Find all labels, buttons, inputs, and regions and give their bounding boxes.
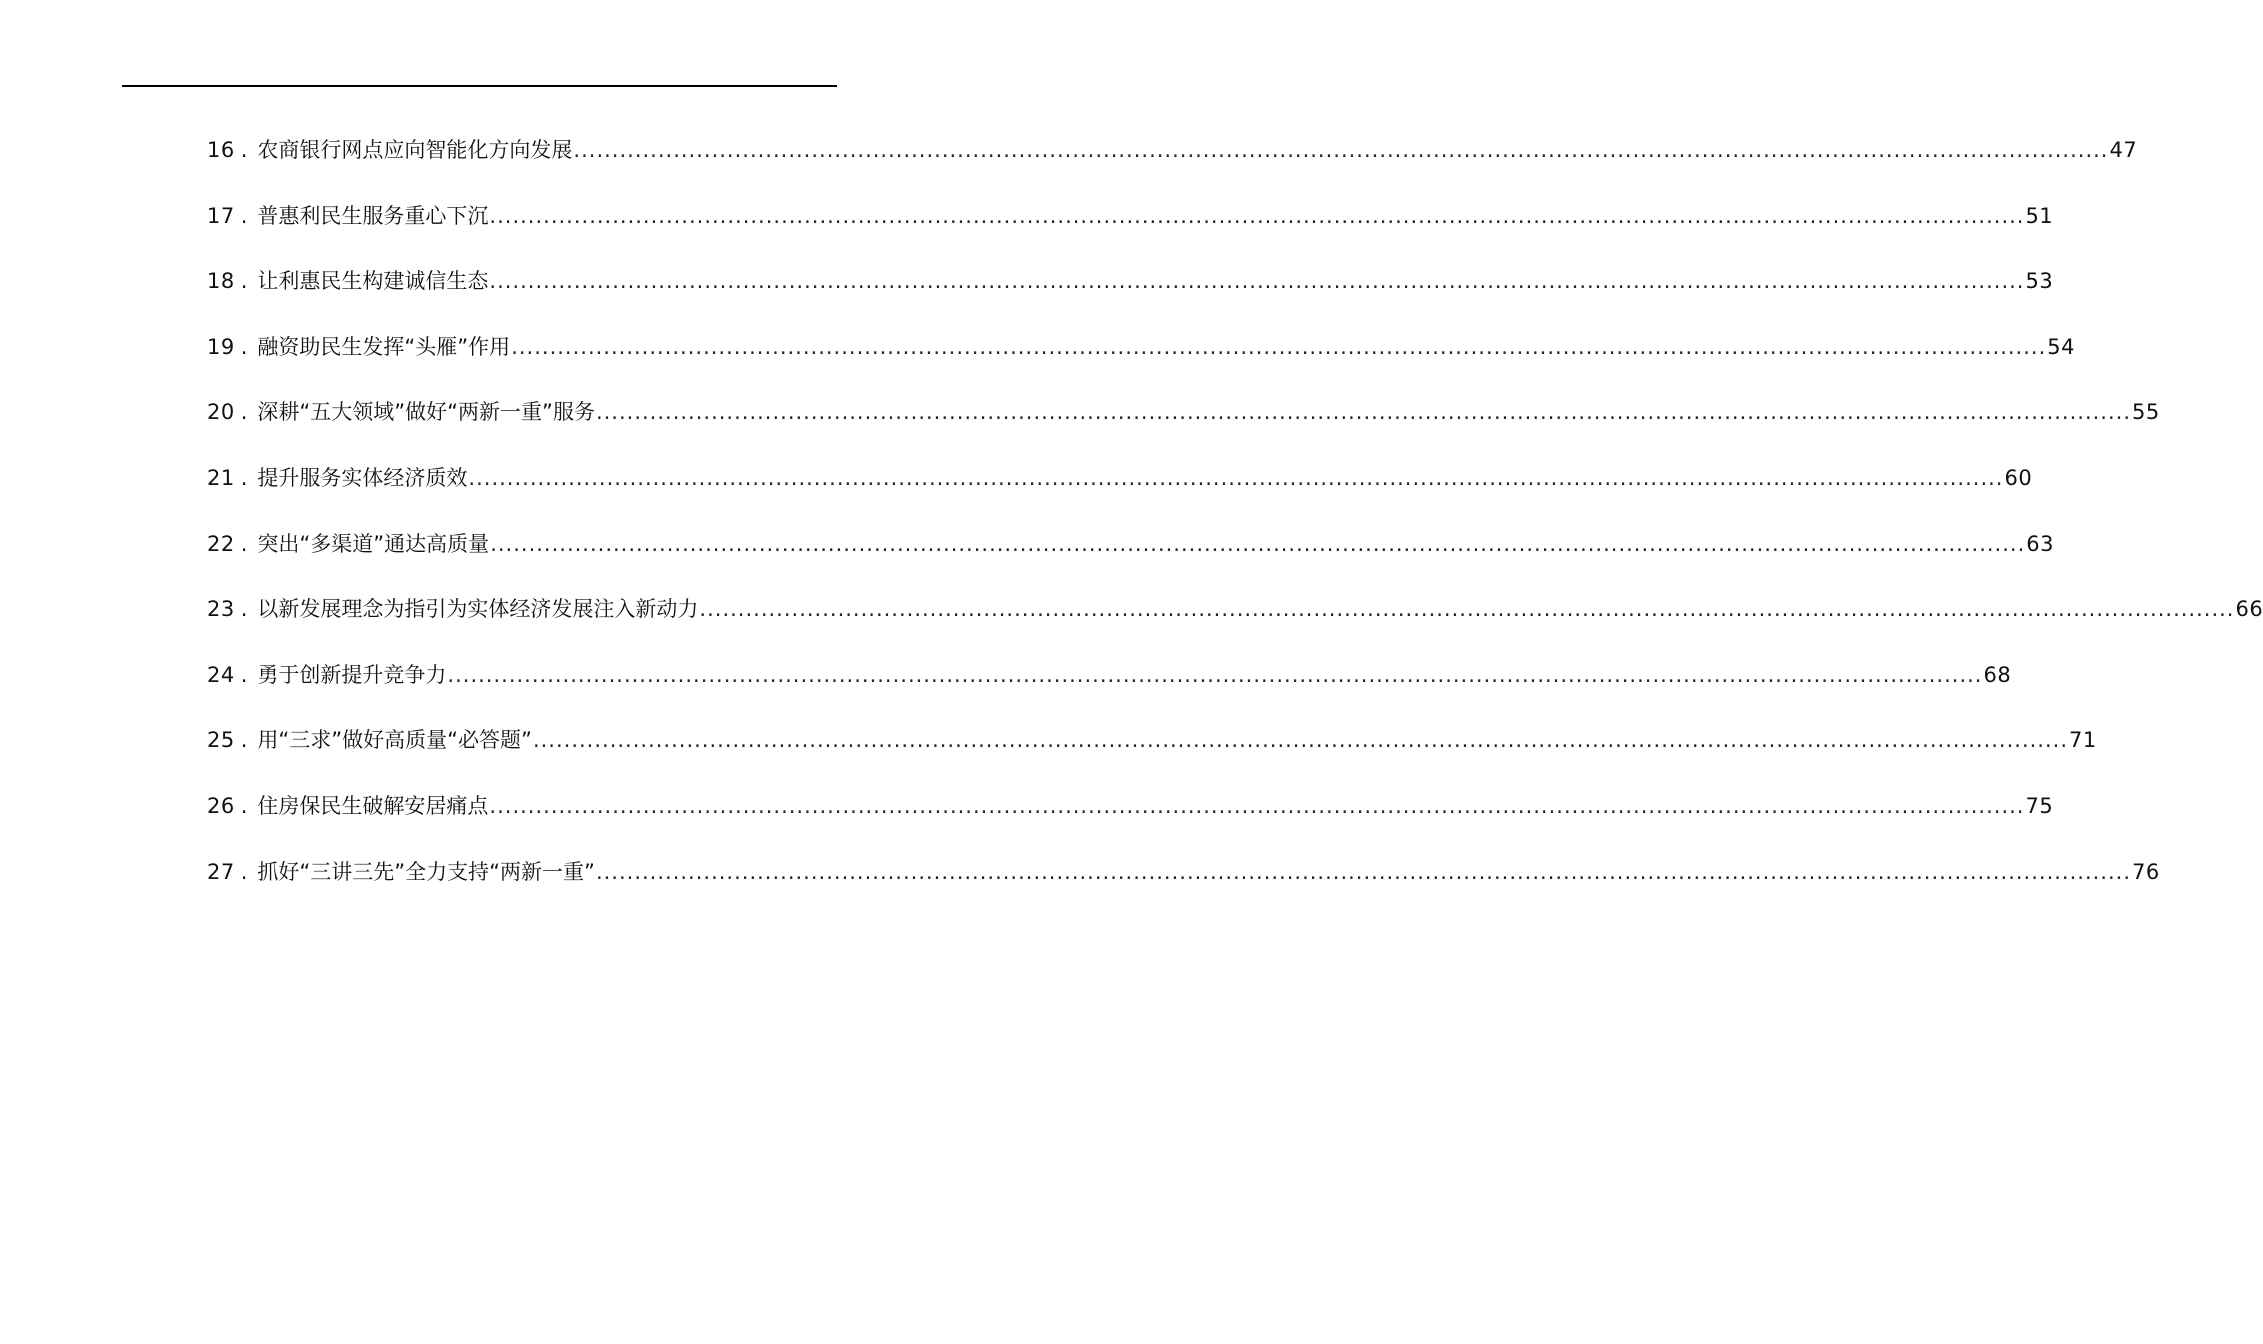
toc-dot-leader: ........................................................................................................................................................................................................	[489, 203, 2025, 228]
toc-entry-title: 以新发展理念为指引为实体经济发展注入新动力	[257, 597, 699, 622]
toc-entry-page: 66	[2235, 597, 2263, 622]
toc-entry-number: 21	[207, 465, 235, 490]
toc-entry-number: 17	[207, 203, 235, 228]
toc-entry-separator: .	[240, 662, 248, 687]
toc-entry-title: 让利惠民生构建诚信生态	[257, 269, 489, 294]
table-of-contents	[207, 130, 2263, 917]
toc-entry[interactable]	[207, 655, 2012, 721]
toc-entry-page: 54	[2047, 334, 2075, 359]
toc-entry-title: 农商银行网点应向智能化方向发展	[257, 138, 573, 162]
toc-entry-number: 25	[207, 728, 235, 753]
toc-entry-separator: .	[240, 597, 248, 622]
toc-entry-page: 47	[2109, 138, 2138, 162]
toc-dot-leader: ........................................................................................................................................................................................................	[699, 597, 2235, 622]
toc-entry[interactable]	[207, 852, 2160, 918]
toc-dot-leader: ........................................................................................................................................................................................................	[489, 793, 2025, 818]
toc-dot-leader: ........................................................................................................................................................................................................	[595, 859, 2132, 884]
toc-entry[interactable]	[207, 720, 2097, 786]
toc-dot-leader: ........................................................................................................................................................................................................	[511, 334, 2047, 359]
toc-entry-page: 71	[2069, 728, 2097, 753]
toc-entry-title: 突出“多渠道”通达高质量	[257, 531, 490, 556]
toc-entry-title: 提升服务实体经济质效	[257, 465, 468, 490]
toc-entry-title: 普惠利民生服务重心下沉	[257, 203, 489, 228]
toc-dot-leader: ........................................................................................................................................................................................................	[573, 138, 2109, 162]
toc-entry-page: 60	[2004, 465, 2033, 490]
toc-entry[interactable]	[207, 458, 2033, 524]
toc-entry[interactable]	[207, 196, 2054, 262]
toc-entry-separator: .	[240, 465, 248, 490]
toc-entry[interactable]	[207, 261, 2054, 327]
toc-entry-separator: .	[240, 793, 248, 818]
toc-entry-title: 用“三求”做好高质量“必答题”	[257, 728, 532, 753]
toc-dot-leader: ........................................................................................................................................................................................................	[595, 400, 2132, 425]
toc-entry[interactable]	[207, 589, 2263, 655]
toc-entry[interactable]	[207, 130, 2138, 196]
header-rule	[122, 85, 837, 87]
toc-entry-separator: .	[240, 400, 248, 425]
toc-entry-number: 16	[207, 138, 235, 162]
toc-entry-separator: .	[240, 334, 248, 359]
toc-dot-leader: ........................................................................................................................................................................................................	[489, 269, 2025, 294]
toc-dot-leader: ........................................................................................................................................................................................................	[490, 531, 2026, 556]
toc-entry-separator: .	[240, 269, 248, 294]
toc-entry-number: 26	[207, 793, 235, 818]
toc-entry-separator: .	[240, 531, 248, 556]
toc-entry-title: 住房保民生破解安居痛点	[257, 793, 489, 818]
toc-entry-page: 55	[2132, 400, 2160, 425]
toc-entry-separator: .	[240, 203, 248, 228]
toc-entry-separator: .	[240, 138, 248, 162]
toc-entry-number: 22	[207, 531, 235, 556]
toc-entry-page: 68	[1983, 662, 2012, 687]
toc-entry-title: 抓好“三讲三先”全力支持“两新一重”	[257, 859, 595, 884]
toc-entry-title: 勇于创新提升竞争力	[257, 662, 447, 687]
toc-entry-number: 18	[207, 269, 235, 294]
toc-dot-leader: ........................................................................................................................................................................................................	[532, 728, 2069, 753]
toc-entry-title: 深耕“五大领域”做好“两新一重”服务	[257, 400, 595, 425]
toc-dot-leader: ........................................................................................................................................................................................................	[447, 662, 1983, 687]
toc-entry[interactable]	[207, 392, 2160, 458]
toc-entry-page: 76	[2132, 859, 2160, 884]
toc-entry-separator: .	[240, 728, 248, 753]
toc-entry-page: 53	[2025, 269, 2054, 294]
toc-entry-page: 63	[2026, 531, 2054, 556]
toc-entry-number: 27	[207, 859, 235, 884]
toc-entry-separator: .	[240, 859, 248, 884]
toc-entry-number: 19	[207, 334, 235, 359]
toc-entry-number: 23	[207, 597, 235, 622]
toc-entry-page: 51	[2025, 203, 2054, 228]
toc-entry-title: 融资助民生发挥“头雁”作用	[257, 334, 511, 359]
toc-entry-number: 24	[207, 662, 235, 687]
toc-entry[interactable]	[207, 524, 2054, 590]
toc-entry[interactable]	[207, 327, 2075, 393]
toc-entry-page: 75	[2025, 793, 2054, 818]
toc-entry-number: 20	[207, 400, 235, 425]
toc-dot-leader: ........................................................................................................................................................................................................	[468, 465, 2004, 490]
toc-entry[interactable]	[207, 786, 2054, 852]
